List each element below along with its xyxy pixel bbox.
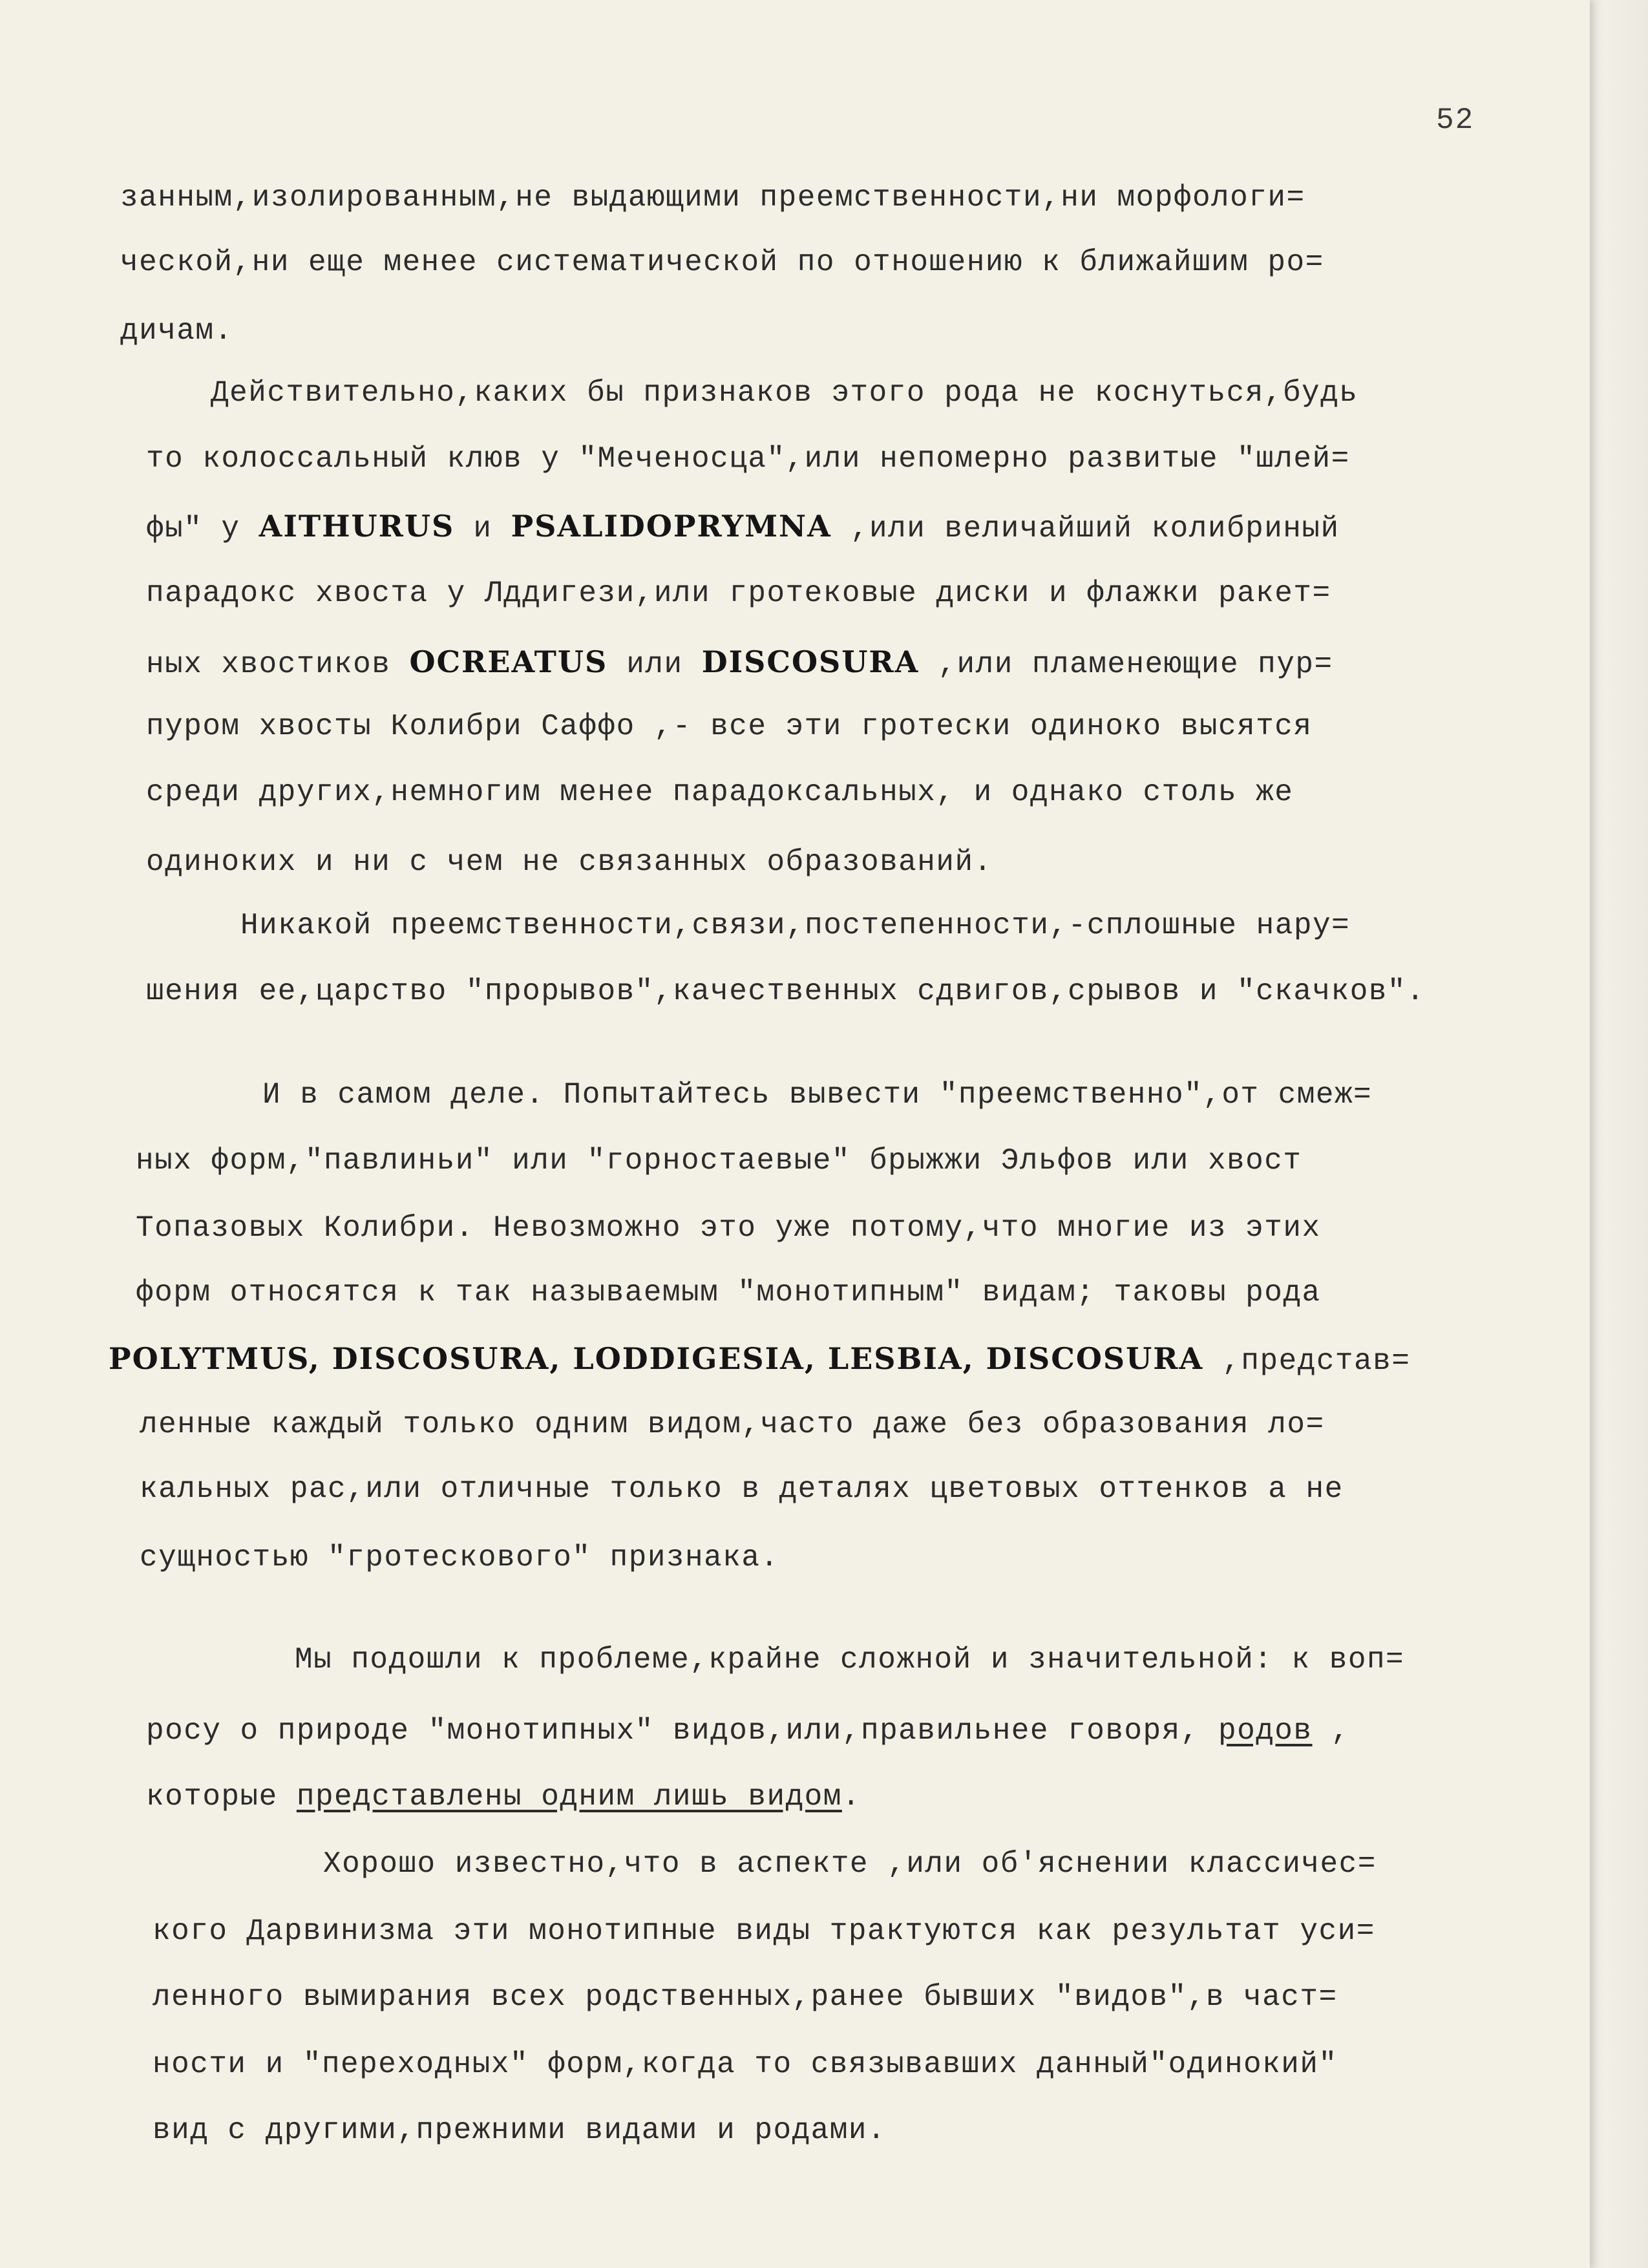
line-5-text: то колоссальный клюв у "Меченосца",или непомерно развитые "шлей= — [146, 442, 1350, 476]
line-23-text-a: росу о природе "монотипных" видов,или,правильнее говоря, — [146, 1714, 1218, 1748]
line-2-text: ческой,ни еще менее систематической по отношению к ближайшим ро= — [120, 246, 1324, 279]
genus-name-discosura: DISCOSURA — [701, 644, 920, 679]
text-line-2 — [120, 244, 1324, 281]
underlined-phrase: представлены одним лишь видом — [296, 1780, 842, 1814]
line-10-text: среди других,немногим менее парадоксальных, и однако столь же — [146, 776, 1294, 809]
text-line-24 — [146, 1779, 861, 1815]
line-22-text: Мы подошли к проблеме,крайне сложной и значительной: к воп= — [295, 1643, 1405, 1677]
line-27-text: ленного вымирания всех родственных,ранее бывших "видов",в част= — [153, 1980, 1338, 2014]
line-6-text-b: и — [454, 512, 511, 546]
text-line-29 — [153, 2112, 886, 2148]
line-23-text-b: , — [1312, 1714, 1350, 1748]
genus-name-ocreatus: OCREATUS — [409, 644, 608, 679]
line-6-text-a: фы" у — [146, 512, 259, 546]
text-line-13 — [146, 973, 1425, 1010]
line-19-text: ленные каждый только одним видом,часто даже без образования ло= — [140, 1408, 1325, 1441]
text-line-28 — [153, 2046, 1338, 2083]
text-line-3 — [120, 313, 233, 349]
line-16-text: Топазовых Колибри. Невозможно это уже потому,что многие из этих — [136, 1211, 1321, 1245]
line-21-text: сущностью "гротескового" признака. — [140, 1541, 779, 1574]
text-line-7 — [146, 575, 1331, 611]
text-line-9 — [146, 708, 1312, 745]
text-line-11 — [146, 844, 993, 880]
line-14-text: И в самом деле. Попытайтесь вывести "преемственно",от смеж= — [262, 1078, 1373, 1112]
line-4-text: Действительно,каких бы признаков этого рода не коснуться,будь — [211, 376, 1358, 410]
text-line-27 — [153, 1979, 1338, 2015]
genus-names-list: POLYTMUS, DISCOSURA, LODDIGESIA, LESBIA, DISCOSURA — [109, 1341, 1204, 1376]
text-line-12 — [240, 907, 1350, 944]
page-number: 52 — [1436, 103, 1475, 137]
line-26-text: кого Дарвинизма эти монотипные виды трактуются как результат уси= — [153, 1914, 1375, 1948]
text-line-14 — [262, 1077, 1372, 1113]
line-15-text: ных форм,"павлиньи" или "горностаевые" брыжжи Эльфов или хвост — [136, 1144, 1302, 1178]
text-line-20 — [140, 1471, 1344, 1507]
text-line-6 — [146, 508, 1340, 547]
line-24-text-a: которые — [146, 1780, 297, 1814]
line-9-text: пуром хвосты Колибри Саффо ,- все эти гротески одиноко высятся — [146, 710, 1313, 743]
text-line-26 — [153, 1913, 1375, 1949]
underlined-word-rodov: родов — [1218, 1714, 1313, 1748]
text-line-10 — [146, 774, 1293, 811]
line-18-text: ,представ= — [1203, 1344, 1411, 1378]
line-3-text: дичам. — [120, 314, 233, 348]
line-6-text-c: ,или величайший колибриный — [831, 512, 1340, 546]
line-25-text: Хорошо известно,что в аспекте ,или об'яснении классичес= — [323, 1847, 1377, 1881]
text-line-22 — [295, 1642, 1404, 1678]
line-24-text-b: . — [841, 1780, 861, 1814]
line-29-text: вид с другими,прежними видами и родами. — [153, 2114, 887, 2147]
text-line-1 — [120, 180, 1305, 216]
line-12-text: Никакой преемственности,связи,постепенности,-сплошные нару= — [240, 909, 1351, 942]
line-8-text-c: ,или пламенеющие пур= — [919, 648, 1333, 681]
text-line-23 — [146, 1713, 1350, 1749]
text-line-19 — [140, 1406, 1325, 1443]
text-line-16 — [136, 1210, 1321, 1246]
text-line-15 — [136, 1143, 1302, 1179]
line-20-text: кальных рас,или отличные только в деталях цветовых оттенков а не — [140, 1472, 1344, 1506]
line-28-text: ности и "переходных" форм,когда то связывавших данный"одинокий" — [153, 2048, 1338, 2081]
text-line-21 — [140, 1540, 779, 1576]
text-line-18 — [109, 1341, 1410, 1379]
text-line-17 — [136, 1275, 1321, 1311]
text-line-25 — [323, 1846, 1377, 1882]
genus-name-aithurus: AITHURUS — [259, 509, 455, 544]
text-line-4 — [211, 375, 1358, 411]
line-8-text-a: ных хвостиков — [146, 648, 410, 681]
line-1-text: занным,изолированным,не выдающими преемственности,ни морфологи= — [120, 181, 1305, 215]
line-13-text: шения ее,царство "прорывов",качественных сдвигов,срывов и "скачков". — [146, 975, 1426, 1008]
text-line-5 — [146, 441, 1350, 477]
line-8-text-b: или — [607, 648, 702, 681]
line-7-text: парадокс хвоста у Лддигези,или гротековые диски и флажки ракет= — [146, 577, 1331, 610]
genus-name-psalidoprymna: PSALIDOPRYMNA — [511, 509, 832, 544]
text-line-8 — [146, 644, 1333, 683]
line-17-text: форм относятся к так называемым "монотипным" видам; таковы рода — [136, 1276, 1321, 1309]
line-11-text: одиноких и ни с чем не связанных образований. — [146, 845, 993, 879]
